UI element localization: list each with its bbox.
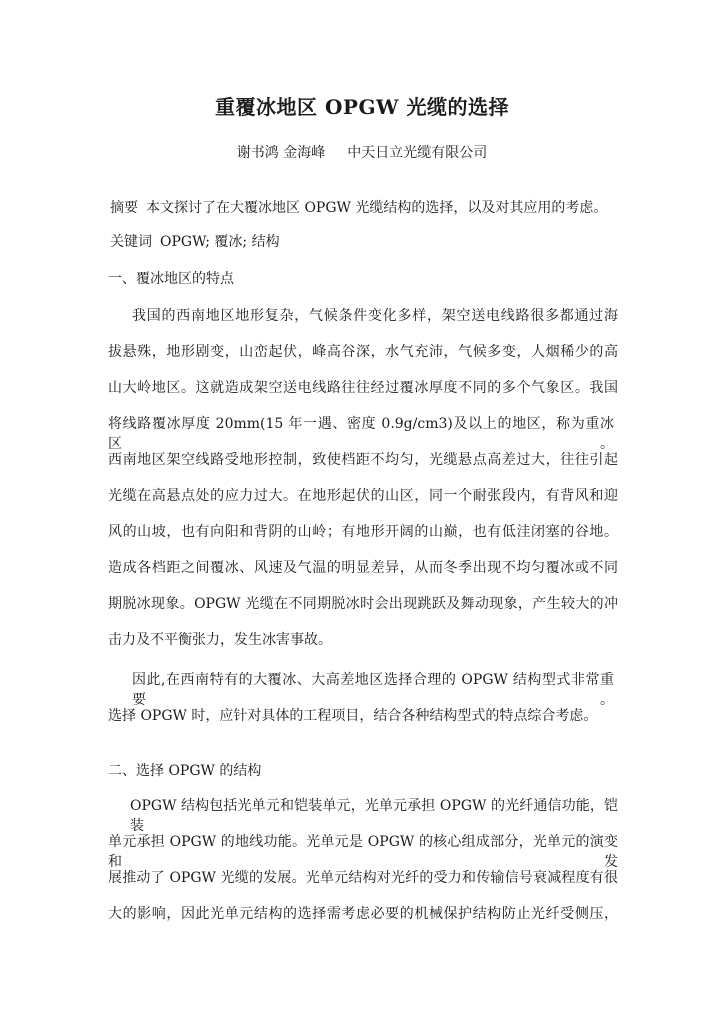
paragraph-line: 造成各档距之间覆冰、风速及气温的明显差异，从而冬季出现不均匀覆冰或不同 bbox=[108, 560, 618, 576]
author-line bbox=[0, 143, 724, 163]
author-names: 谢书鸿 金海峰 bbox=[236, 145, 326, 161]
paragraph-line: 拔悬殊，地形剧变，山峦起伏，峰高谷深，水气充沛，气候多变，人烟稀少的高 bbox=[108, 344, 618, 360]
abstract-text: 本文探讨了在大覆冰地区 OPGW 光缆结构的选择，以及对其应用的考虑。 bbox=[146, 200, 608, 216]
paper-title: 重覆冰地区 OPGW 光缆的选择 bbox=[215, 95, 509, 119]
paragraph-line: OPGW 结构包括光单元和铠装单元，光单元承担 OPGW 的光纤通信功能，铠装 bbox=[130, 798, 618, 834]
paragraph-line: 因此,在西南特有的大覆冰、大高差地区选择合理的 OPGW 结构型式非常重要。 bbox=[132, 672, 614, 708]
paragraph-line: 将线路覆冰厚度 20mm(15 年一遇、密度 0.9g/cm3)及以上的地区，称为重冰区。 bbox=[108, 416, 614, 452]
paragraph-line: 选择 OPGW 时，应针对具体的工程项目，结合各种结构型式的特点综合考虑。 bbox=[108, 708, 598, 724]
paragraph-line: 我国的西南地区地形复杂，气候条件变化多样，架空送电线路很多都通过海 bbox=[132, 308, 618, 324]
paragraph-line: 单元承担 OPGW 的地线功能。光单元是 OPGW 的核心组成部分，光单元的演变和发 bbox=[108, 834, 618, 870]
paragraph-line: 山大岭地区。这就造成架空送电线路往往经过覆冰厚度不同的多个气象区。我国 bbox=[108, 380, 618, 396]
keywords bbox=[110, 232, 620, 252]
paragraph-line: 大的影响，因此光单元结构的选择需考虑必要的机械保护结构防止光纤受侧压， bbox=[108, 906, 618, 922]
section-heading-2: 二、选择 OPGW 的结构 bbox=[108, 763, 262, 779]
section-heading-1: 一、覆冰地区的特点 bbox=[108, 271, 234, 287]
paragraph-line: 光缆在高悬点处的应力过大。在地形起伏的山区，同一个耐张段内，有背风和迎 bbox=[108, 488, 618, 504]
paragraph-line: 展推动了 OPGW 光缆的发展。光单元结构对光纤的受力和传输信号衰减程度有很 bbox=[108, 870, 618, 886]
keywords-label: 关键词 bbox=[110, 234, 152, 250]
paragraph-line: 期脱冰现象。OPGW 光缆在不同期脱冰时会出现跳跃及舞动现象，产生较大的冲 bbox=[108, 596, 618, 612]
paragraph-line: 风的山坡，也有向阳和背阴的山岭；有地形开阔的山巅，也有低洼闭塞的谷地。 bbox=[108, 524, 618, 540]
abstract-label: 摘要 bbox=[110, 200, 138, 216]
keywords-text: OPGW; 覆冰; 结构 bbox=[160, 234, 280, 250]
affiliation: 中天日立光缆有限公司 bbox=[347, 145, 488, 161]
paragraph-line: 击力及不平衡张力，发生冰害事故。 bbox=[108, 632, 332, 648]
abstract bbox=[110, 198, 620, 218]
paragraph-line: 西南地区架空线路受地形控制，致使档距不均匀，光缆悬点高差过大，往往引起 bbox=[108, 452, 618, 468]
